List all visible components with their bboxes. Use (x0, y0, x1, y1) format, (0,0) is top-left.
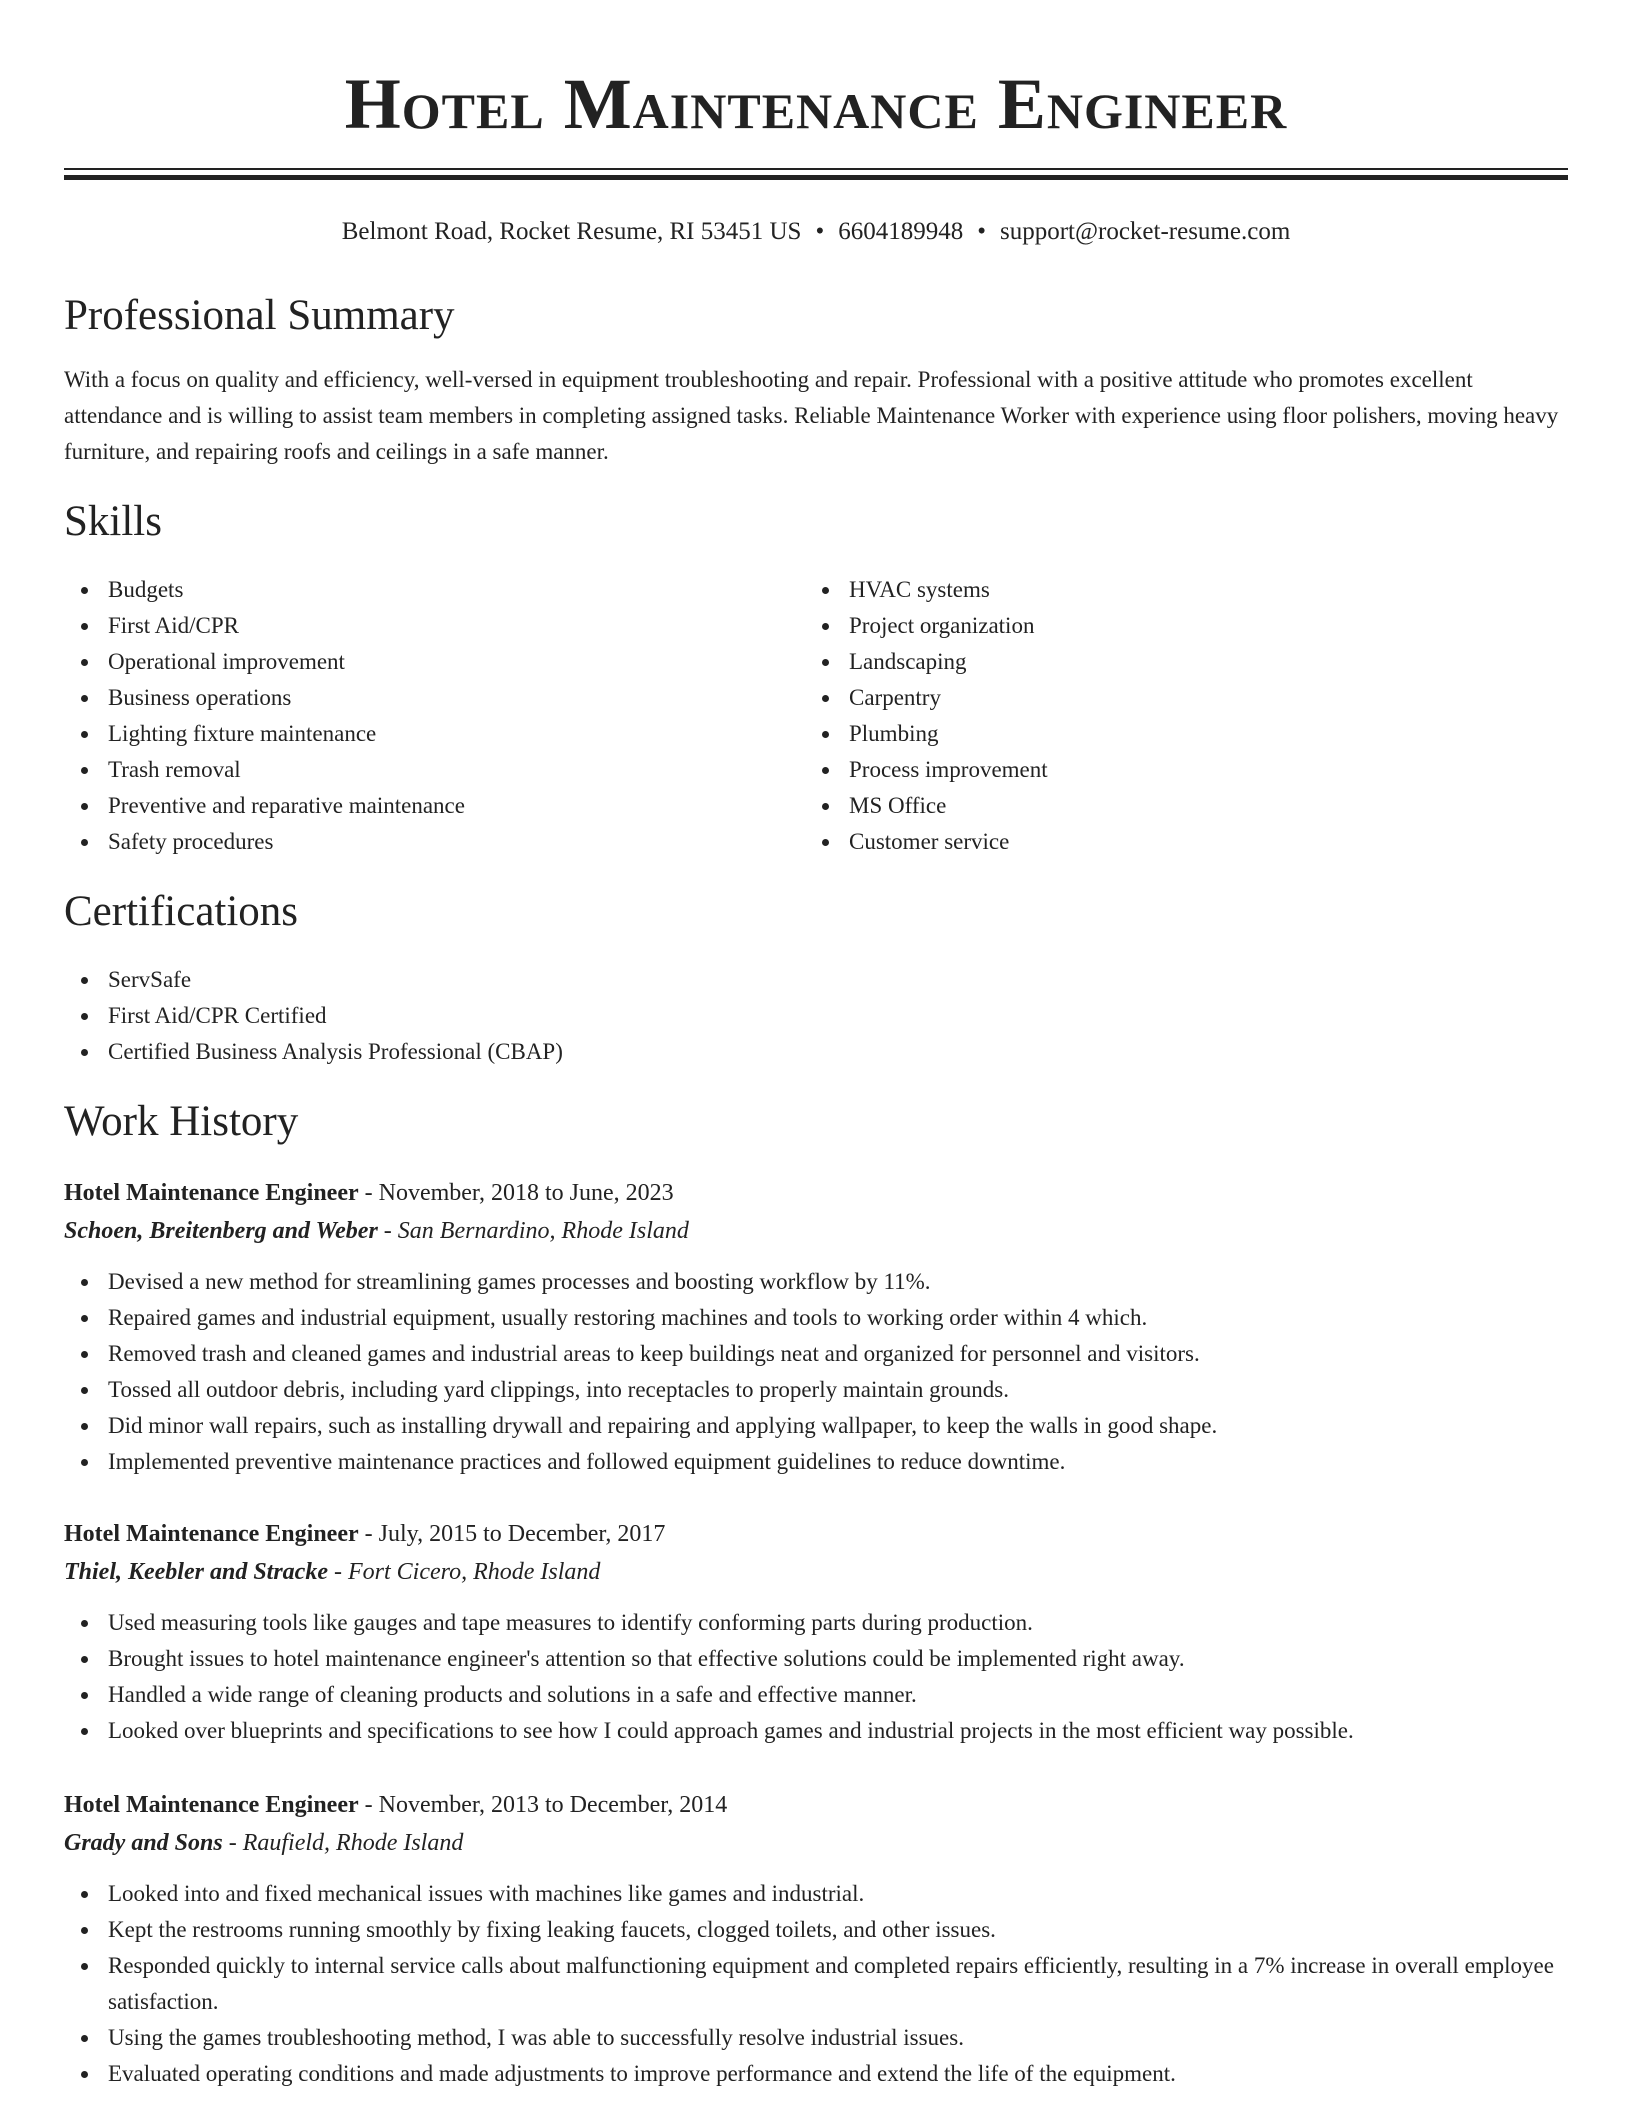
title-rule-thick (64, 175, 1568, 180)
skills-column-left (64, 572, 764, 860)
job-bullet: Did minor wall repairs, such as installing drywall and repairing and applying wallpaper, to keep the walls in good shape. (108, 1408, 1568, 1444)
certification-item: First Aid/CPR Certified (108, 998, 1568, 1034)
job-company: Grady and Sons (64, 1830, 223, 1856)
contact-separator: • (977, 218, 986, 245)
skill-item: HVAC systems (849, 572, 1505, 608)
skill-item: Customer service (849, 824, 1505, 860)
job-entry (64, 1786, 1568, 2092)
certification-item: Certified Business Analysis Professional (CBAP) (108, 1034, 1568, 1070)
skills-column-right (805, 572, 1505, 860)
job-company-line (64, 1824, 1568, 1862)
job-bullet: Removed trash and cleaned games and industrial areas to keep buildings neat and organized for personnel and visitors. (108, 1336, 1568, 1372)
job-bullet: Responded quickly to internal service calls about malfunctioning equipment and completed repairs efficiently, resulting in a 7% increase in overall employee satisfaction. (108, 1948, 1568, 2020)
skill-item: Budgets (108, 572, 764, 608)
contact-email: support@rocket-resume.com (999, 218, 1291, 245)
certifications-heading: Certifications (64, 888, 299, 935)
job-bullet: Repaired games and industrial equipment, usually restoring machines and tools to working order within 4 which. (108, 1300, 1568, 1336)
job-bullet: Brought issues to hotel maintenance engineer's attention so that effective solutions could be implemented right away. (108, 1641, 1568, 1677)
skill-item: Project organization (849, 608, 1505, 644)
skill-item: Operational improvement (108, 644, 764, 680)
job-title: Hotel Maintenance Engineer (64, 1180, 359, 1206)
certifications-list (64, 962, 1568, 1070)
contact-separator: • (815, 218, 825, 245)
job-bullet: Looked over blueprints and specifications to see how I could approach games and industrial projects in the most efficient way possible. (108, 1713, 1568, 1749)
job-bullet: Handled a wide range of cleaning products and solutions in a safe and effective manner. (108, 1677, 1568, 1713)
job-dates: - November, 2018 to June, 2023 (358, 1180, 674, 1206)
job-bullet: Kept the restrooms running smoothly by fixing leaking faucets, clogged toilets, and other issues. (108, 1912, 1568, 1948)
job-dates: - November, 2013 to December, 2014 (358, 1792, 728, 1818)
job-location: - Fort Cicero, Rhode Island (327, 1559, 601, 1585)
skill-item: Safety procedures (108, 824, 764, 860)
skill-item: Preventive and reparative maintenance (108, 788, 764, 824)
skill-item: MS Office (849, 788, 1505, 824)
skill-item: Landscaping (849, 644, 1505, 680)
job-location: - San Bernardino, Rhode Island (377, 1218, 689, 1244)
job-location: - Raufield, Rhode Island (222, 1830, 464, 1856)
job-company-line (64, 1212, 1568, 1250)
contact-phone: 6604189948 (838, 218, 964, 245)
resume-title: Hotel Maintenance Engineer (344, 64, 1288, 144)
summary-text: With a focus on quality and efficiency, well-versed in equipment troubleshooting and repair. Professional with a positive attitude who promotes excellent attendance and is willing to assist team members in completing assigned tasks. Reliable Maintenance Worker with experience using floor polishers, moving heavy furniture, and repairing roofs and ceilings in a safe manner. (64, 367, 1559, 464)
skill-item: Carpentry (849, 680, 1505, 716)
job-title-line (64, 1174, 1568, 1212)
job-company: Schoen, Breitenberg and Weber (64, 1218, 378, 1244)
resume-page (64, 0, 1568, 2086)
job-bullet: Used measuring tools like gauges and tape measures to identify conforming parts during production. (108, 1605, 1568, 1641)
work-history-heading: Work History (64, 1098, 299, 1145)
job-bullet: Tossed all outdoor debris, including yard clippings, into receptacles to properly maintain grounds. (108, 1372, 1568, 1408)
job-title: Hotel Maintenance Engineer (64, 1792, 359, 1818)
skill-item: Lighting fixture maintenance (108, 716, 764, 752)
skill-item: Plumbing (849, 716, 1505, 752)
job-title-line (64, 1786, 1568, 1824)
contact-line (64, 214, 1568, 250)
job-bullet: Implemented preventive maintenance practices and followed equipment guidelines to reduce downtime. (108, 1444, 1568, 1480)
job-bullet: Using the games troubleshooting method, I was able to successfully resolve industrial issues. (108, 2020, 1568, 2056)
job-company: Thiel, Keebler and Stracke (64, 1559, 328, 1585)
job-bullet: Devised a new method for streamlining games processes and boosting workflow by 11%. (108, 1264, 1568, 1300)
certification-item: ServSafe (108, 962, 1568, 998)
job-company-line (64, 1553, 1568, 1591)
skill-item: First Aid/CPR (108, 608, 764, 644)
job-title-line (64, 1515, 1568, 1553)
contact-address: Belmont Road, Rocket Resume, RI 53451 US (341, 218, 802, 245)
summary-heading: Professional Summary (64, 292, 455, 339)
skill-item: Process improvement (849, 752, 1505, 788)
skill-item: Trash removal (108, 752, 764, 788)
job-bullet: Evaluated operating conditions and made adjustments to improve performance and extend the life of the equipment. (108, 2056, 1568, 2092)
job-dates: - July, 2015 to December, 2017 (358, 1521, 666, 1547)
job-entry (64, 1515, 1568, 1749)
skills-heading: Skills (64, 498, 162, 545)
job-title: Hotel Maintenance Engineer (64, 1521, 359, 1547)
job-entry (64, 1174, 1568, 1480)
title-rule-thin (64, 168, 1568, 170)
job-bullet: Looked into and fixed mechanical issues with machines like games and industrial. (108, 1876, 1568, 1912)
skill-item: Business operations (108, 680, 764, 716)
